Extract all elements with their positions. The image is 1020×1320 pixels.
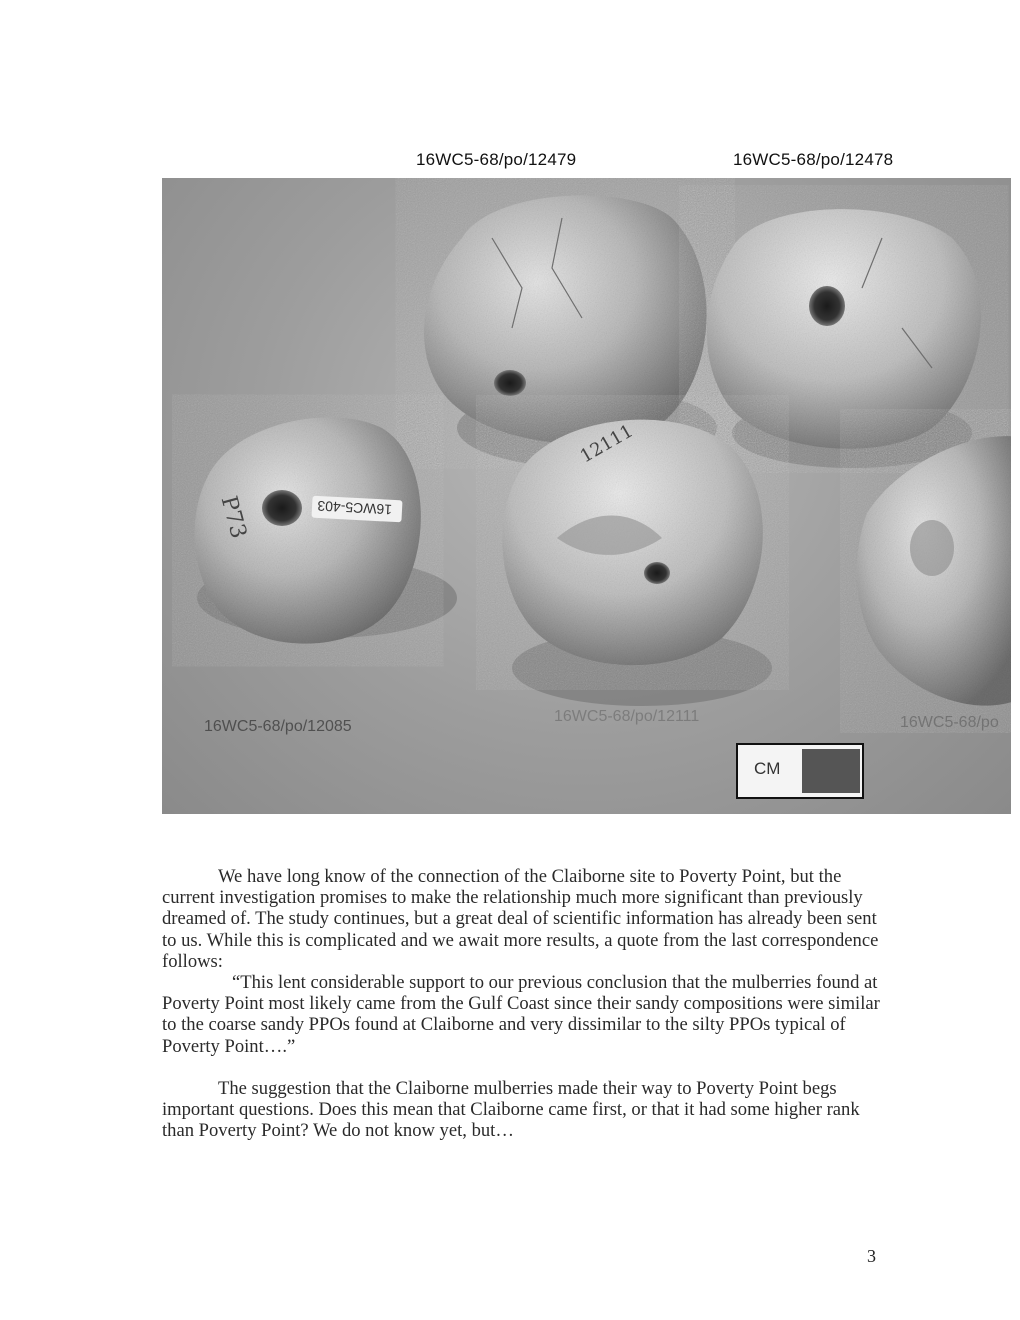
svg-text:12111: 12111 <box>576 420 637 468</box>
photo-caption-top-left: 16WC5-68/po/12479 <box>416 150 577 169</box>
scale-label: CM <box>754 759 781 778</box>
photo-label-bottom-left: 16WC5-68/po/12085 <box>204 718 352 735</box>
photo-caption-top-right: 16WC5-68/po/12478 <box>733 150 894 169</box>
artifact-object-12479 <box>424 195 707 443</box>
paragraph-2: The suggestion that the Claiborne mulberries made their way to Poverty Point begs important questions. Does this mean that Claiborne came first, or that it had some higher rank than Poverty Point? We do not know yet, but… <box>162 1077 860 1142</box>
svg-text:16WC5-403: 16WC5-403 <box>316 497 393 518</box>
svg-text:P73: P73 <box>215 493 251 542</box>
body-text <box>162 866 892 1141</box>
quote-paragraph: “This lent considerable support to our previous conclusion that the mulberries found at Poverty Point most likely came from the Gulf Coast since their sandy compositions were similar to the coarse sandy PPOs found at Claiborne and very dissimilar to the silty PPOs typical of Poverty Point….” <box>162 972 880 1057</box>
cm-scale-bar <box>736 743 864 799</box>
photo-label-bottom-right: 16WC5-68/po <box>900 714 999 731</box>
artifact-photo <box>162 178 1011 814</box>
paragraph-1: We have long know of the connection of the Claiborne site to Poverty Point, but the current investigation promises to make the relationship much more significant than previously dreamed of. The study continues, but a great deal of scientific information has already been sent to us. While this is complicated and we await more results, a quote from the last correspondence follows: <box>162 866 879 972</box>
artifact-object-12478 <box>707 209 981 449</box>
scale-block <box>802 749 860 793</box>
photo-label-bottom-center: 16WC5-68/po/12111 <box>554 708 700 725</box>
page-number: 3 <box>867 1246 876 1266</box>
